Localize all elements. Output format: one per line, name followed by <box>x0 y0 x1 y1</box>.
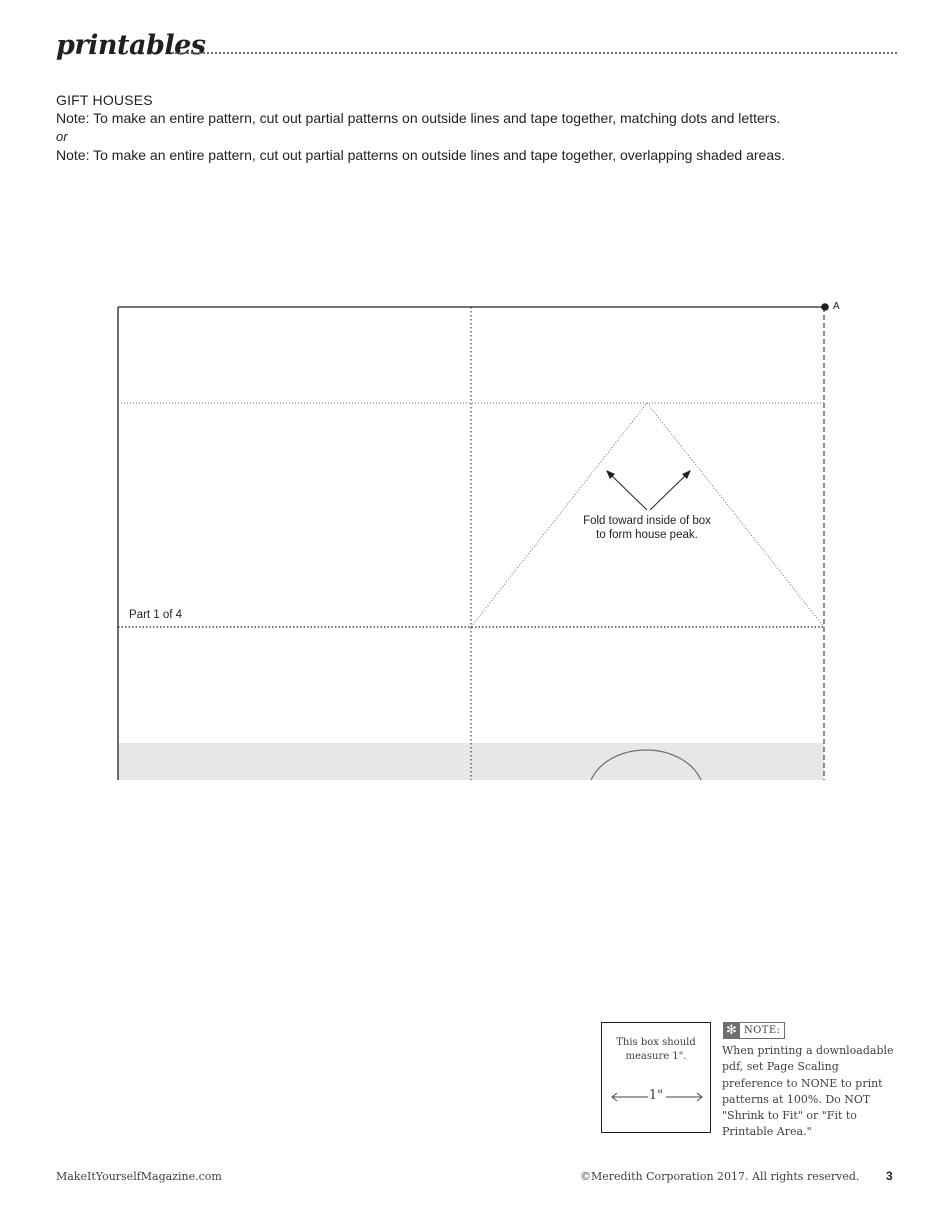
fold-instruction-line-1: Fold toward inside of box <box>583 515 711 527</box>
measure-box-text: This box should measure 1". <box>616 1037 696 1062</box>
note-2-label: Note: <box>56 147 90 163</box>
print-note-title: NOTE: <box>740 1022 785 1039</box>
footer-copyright: ©Meredith Corporation 2017. All rights reserved. <box>580 1170 860 1183</box>
part-label: Part 1 of 4 <box>129 609 183 621</box>
point-a-label: A <box>833 301 840 312</box>
shaded-overlap-area <box>118 743 824 780</box>
fold-arrow-right <box>650 473 688 510</box>
measure-box <box>601 1022 711 1133</box>
fold-arrow-left <box>609 473 647 510</box>
brand-title: printables <box>56 30 206 61</box>
page-number: 3 <box>886 1169 893 1183</box>
page-heading: GIFT HOUSES <box>56 92 153 108</box>
fold-instruction-line-2: to form house peak. <box>596 529 698 541</box>
fold-instruction <box>572 514 722 542</box>
or-separator: or <box>56 129 68 144</box>
footer-website-link[interactable]: MakeItYourselfMagazine.com <box>56 1170 222 1183</box>
note-1-text: To make an entire pattern, cut out partial patterns on outside lines and tape together, matching dots and letters. <box>89 110 781 126</box>
point-a-dot <box>821 303 829 311</box>
asterisk-icon: ✻ <box>723 1022 740 1039</box>
note-2-text: To make an entire pattern, cut out partial patterns on outside lines and tape together, overlapping shaded areas. <box>89 147 786 163</box>
print-note-badge <box>723 1022 785 1039</box>
print-note-body: When printing a downloadable pdf, set Page Scaling preference to NONE to print patterns at 100%. Do NOT "Shrink to Fit" or "Fit to Printable Area." <box>722 1044 894 1139</box>
note-1-label: Note: <box>56 110 90 126</box>
measure-inch-label: 1" <box>648 1088 664 1103</box>
